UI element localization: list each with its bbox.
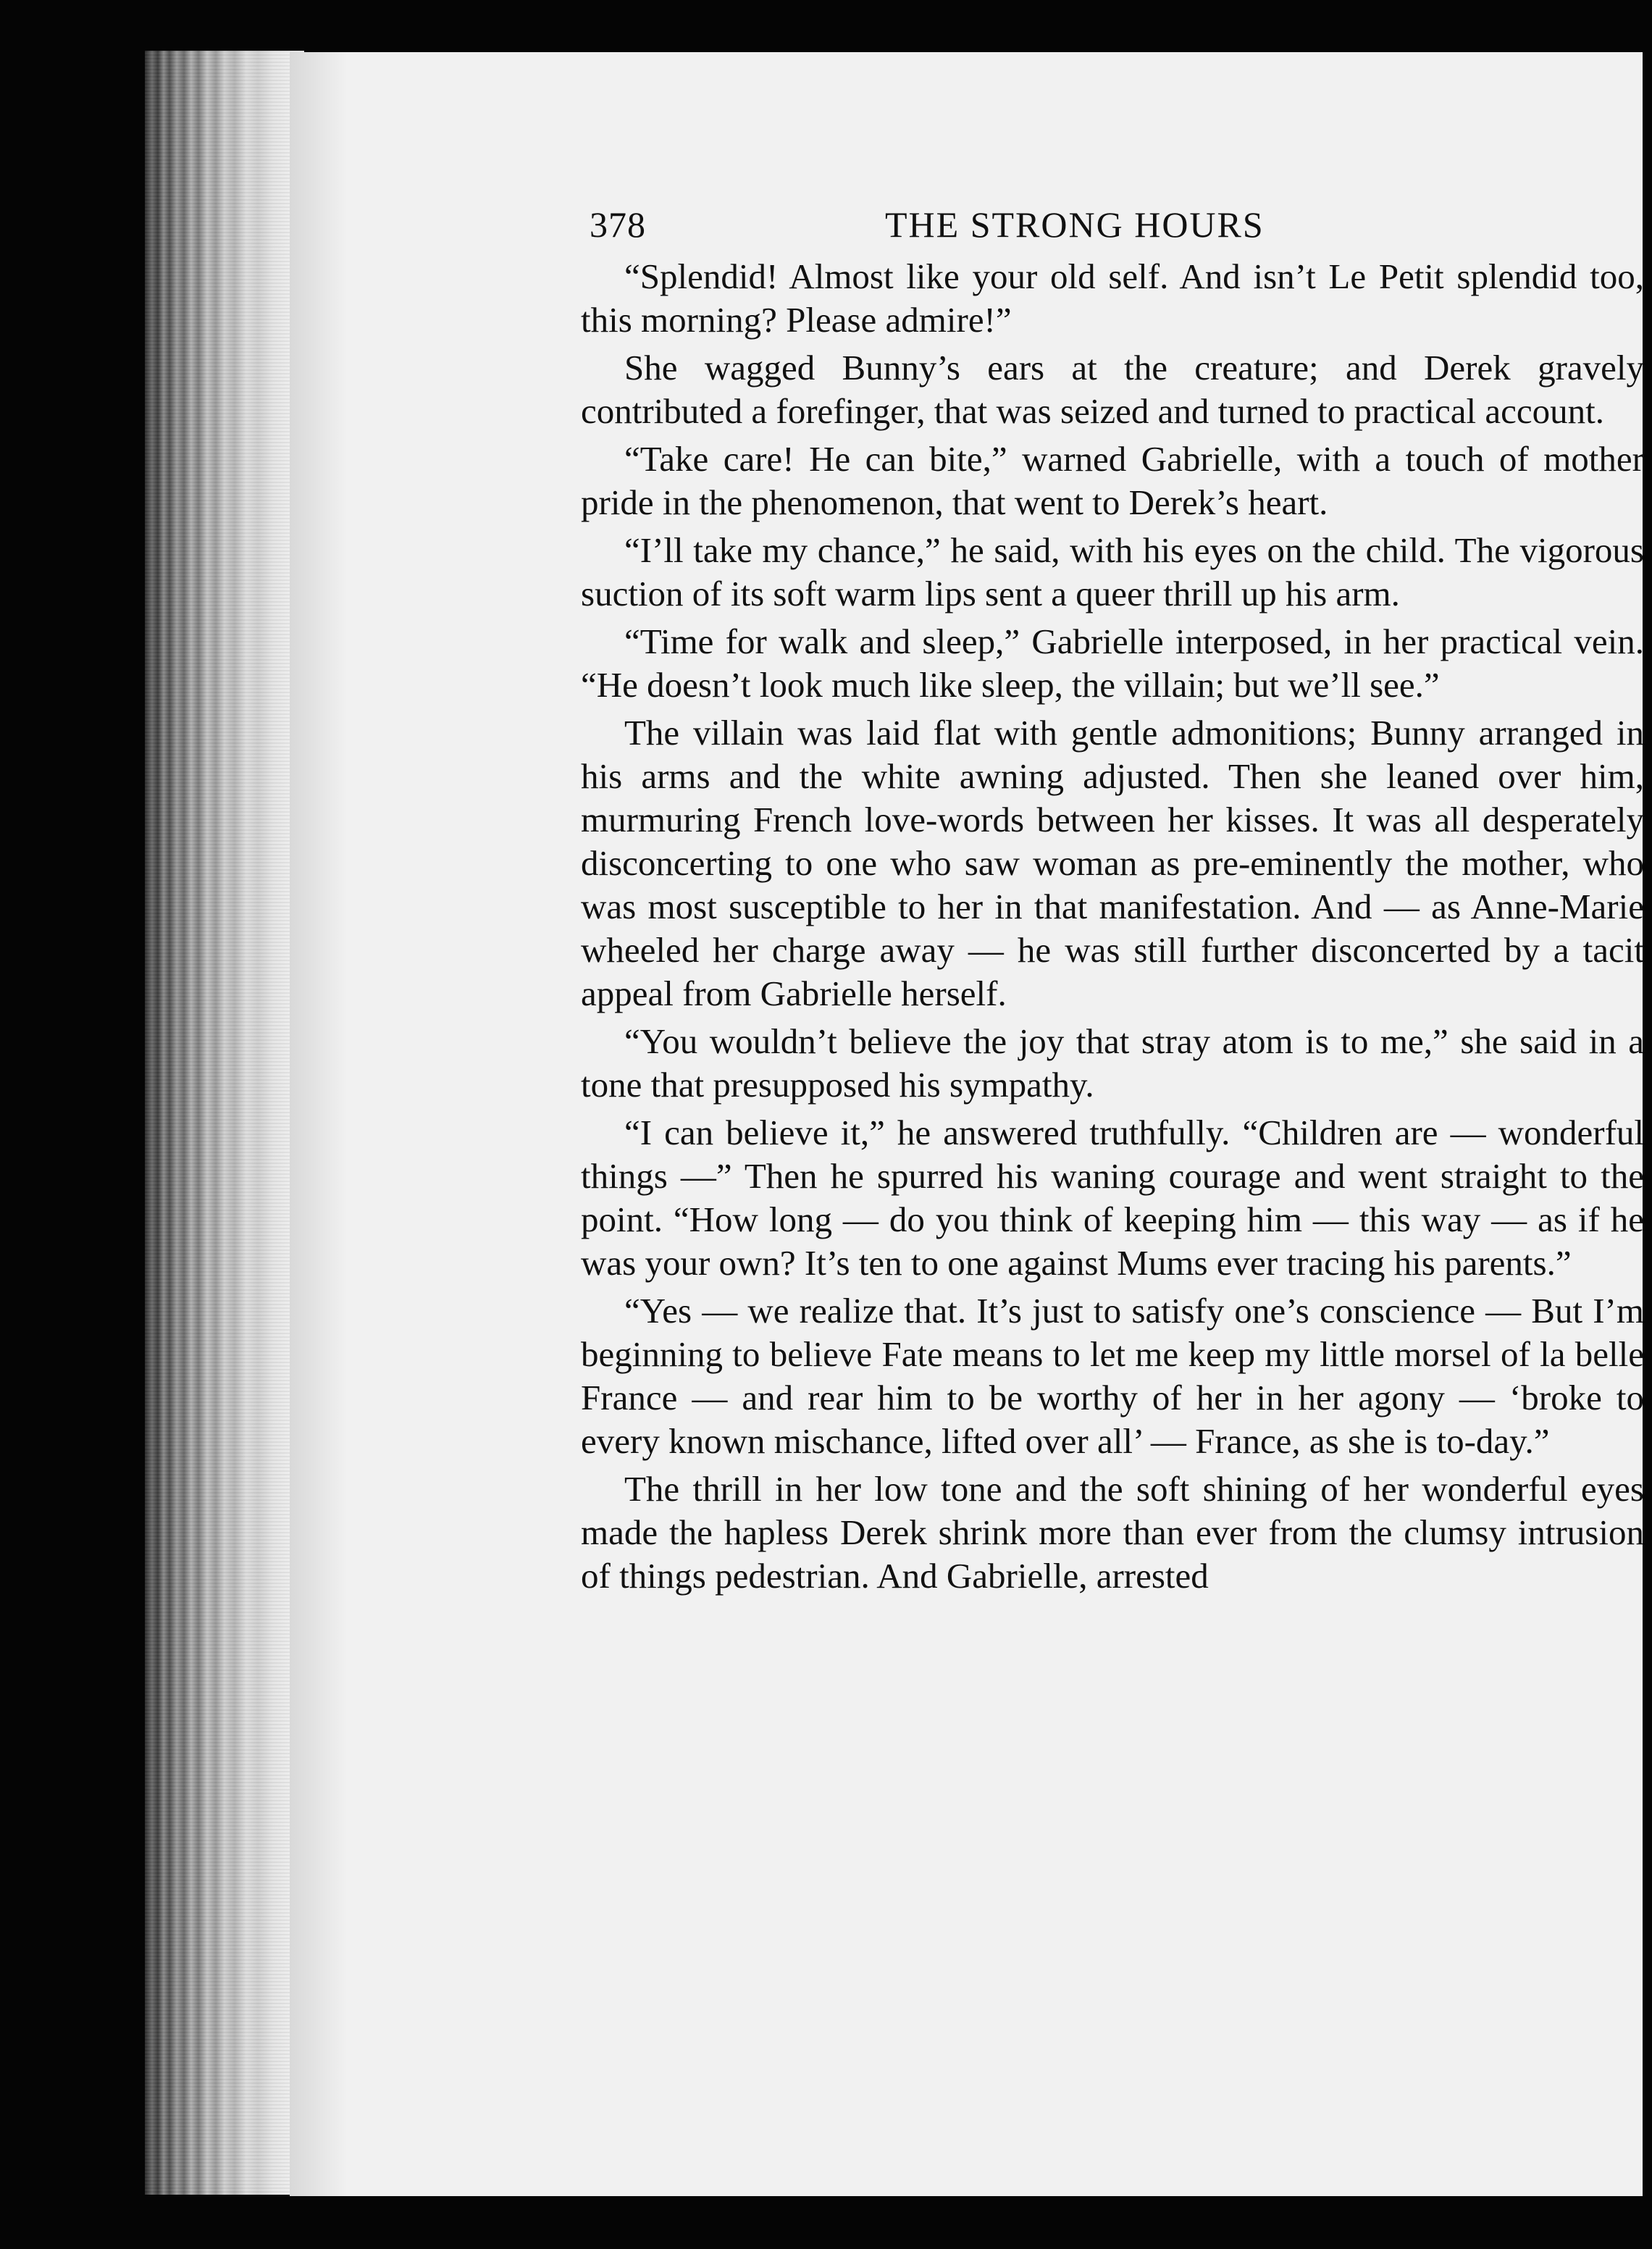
running-head bbox=[581, 197, 1644, 252]
page-number: 378 bbox=[590, 204, 646, 245]
page-gutter-shadow bbox=[290, 52, 348, 2196]
text-column bbox=[581, 197, 1644, 1602]
paragraph: She wagged Bunny’s ears at the creature; and Derek gravely contributed a forefinger, that was seized and turned to practical account. bbox=[581, 348, 1644, 431]
paragraph: The thrill in her low tone and the soft shining of her wonderful eyes made the hapless Derek shrink more than ever from the clumsy intrusion of things pedestrian. And Gabrielle, arrested bbox=[581, 1469, 1644, 1596]
paragraph: “I’ll take my chance,” he said, with his eyes on the child. The vigorous suction of its soft warm lips sent a queer thrill up his arm. bbox=[581, 530, 1644, 613]
paragraph: “Time for walk and sleep,” Gabrielle interposed, in her practical vein. “He doesn’t look much like sleep, the villain; but we’ll see.” bbox=[581, 621, 1644, 705]
paragraph: “You wouldn’t believe the joy that stray atom is to me,” she said in a tone that presupposed his sympathy. bbox=[581, 1021, 1644, 1105]
paragraph: “Yes — we realize that. It’s just to satisfy one’s conscience — But I’m beginning to believe Fate means to let me keep my little morsel of la belle France — and rear him to be worthy of her in her agony — ‘broke to every known mischance, lifted over all’ — France, as she is to-day.” bbox=[581, 1291, 1644, 1461]
paragraph: “Take care! He can bite,” warned Gabrielle, with a touch of mother pride in the phenomenon, that went to Derek’s heart. bbox=[581, 439, 1644, 522]
paragraph: The villain was laid flat with gentle admonitions; Bunny arranged in his arms and the white awning adjusted. Then she leaned over him, murmuring French love-words between her kisses. It was all desperately disconcerting to one who saw woman as pre-eminently the mother, who was most susceptible to her in that manifestation. And — as Anne-Marie wheeled her charge away — he was still further disconcerted by a tacit appeal from Gabrielle herself. bbox=[581, 713, 1644, 1013]
running-title: THE STRONG HOURS bbox=[885, 204, 1265, 245]
body-text bbox=[581, 255, 1644, 1598]
paragraph: “Splendid! Almost like your old self. And isn’t Le Petit splendid too, this morning? Please admire!” bbox=[581, 256, 1644, 340]
paragraph: “I can believe it,” he answered truthfully. “Children are — wonderful things —” Then he spurred his waning courage and went straight to the point. “How long — do you think of keeping him — this way — as if he was your own? It’s ten to one against Mums ever tracing his parents.” bbox=[581, 1113, 1644, 1283]
page-edges bbox=[145, 51, 304, 2195]
